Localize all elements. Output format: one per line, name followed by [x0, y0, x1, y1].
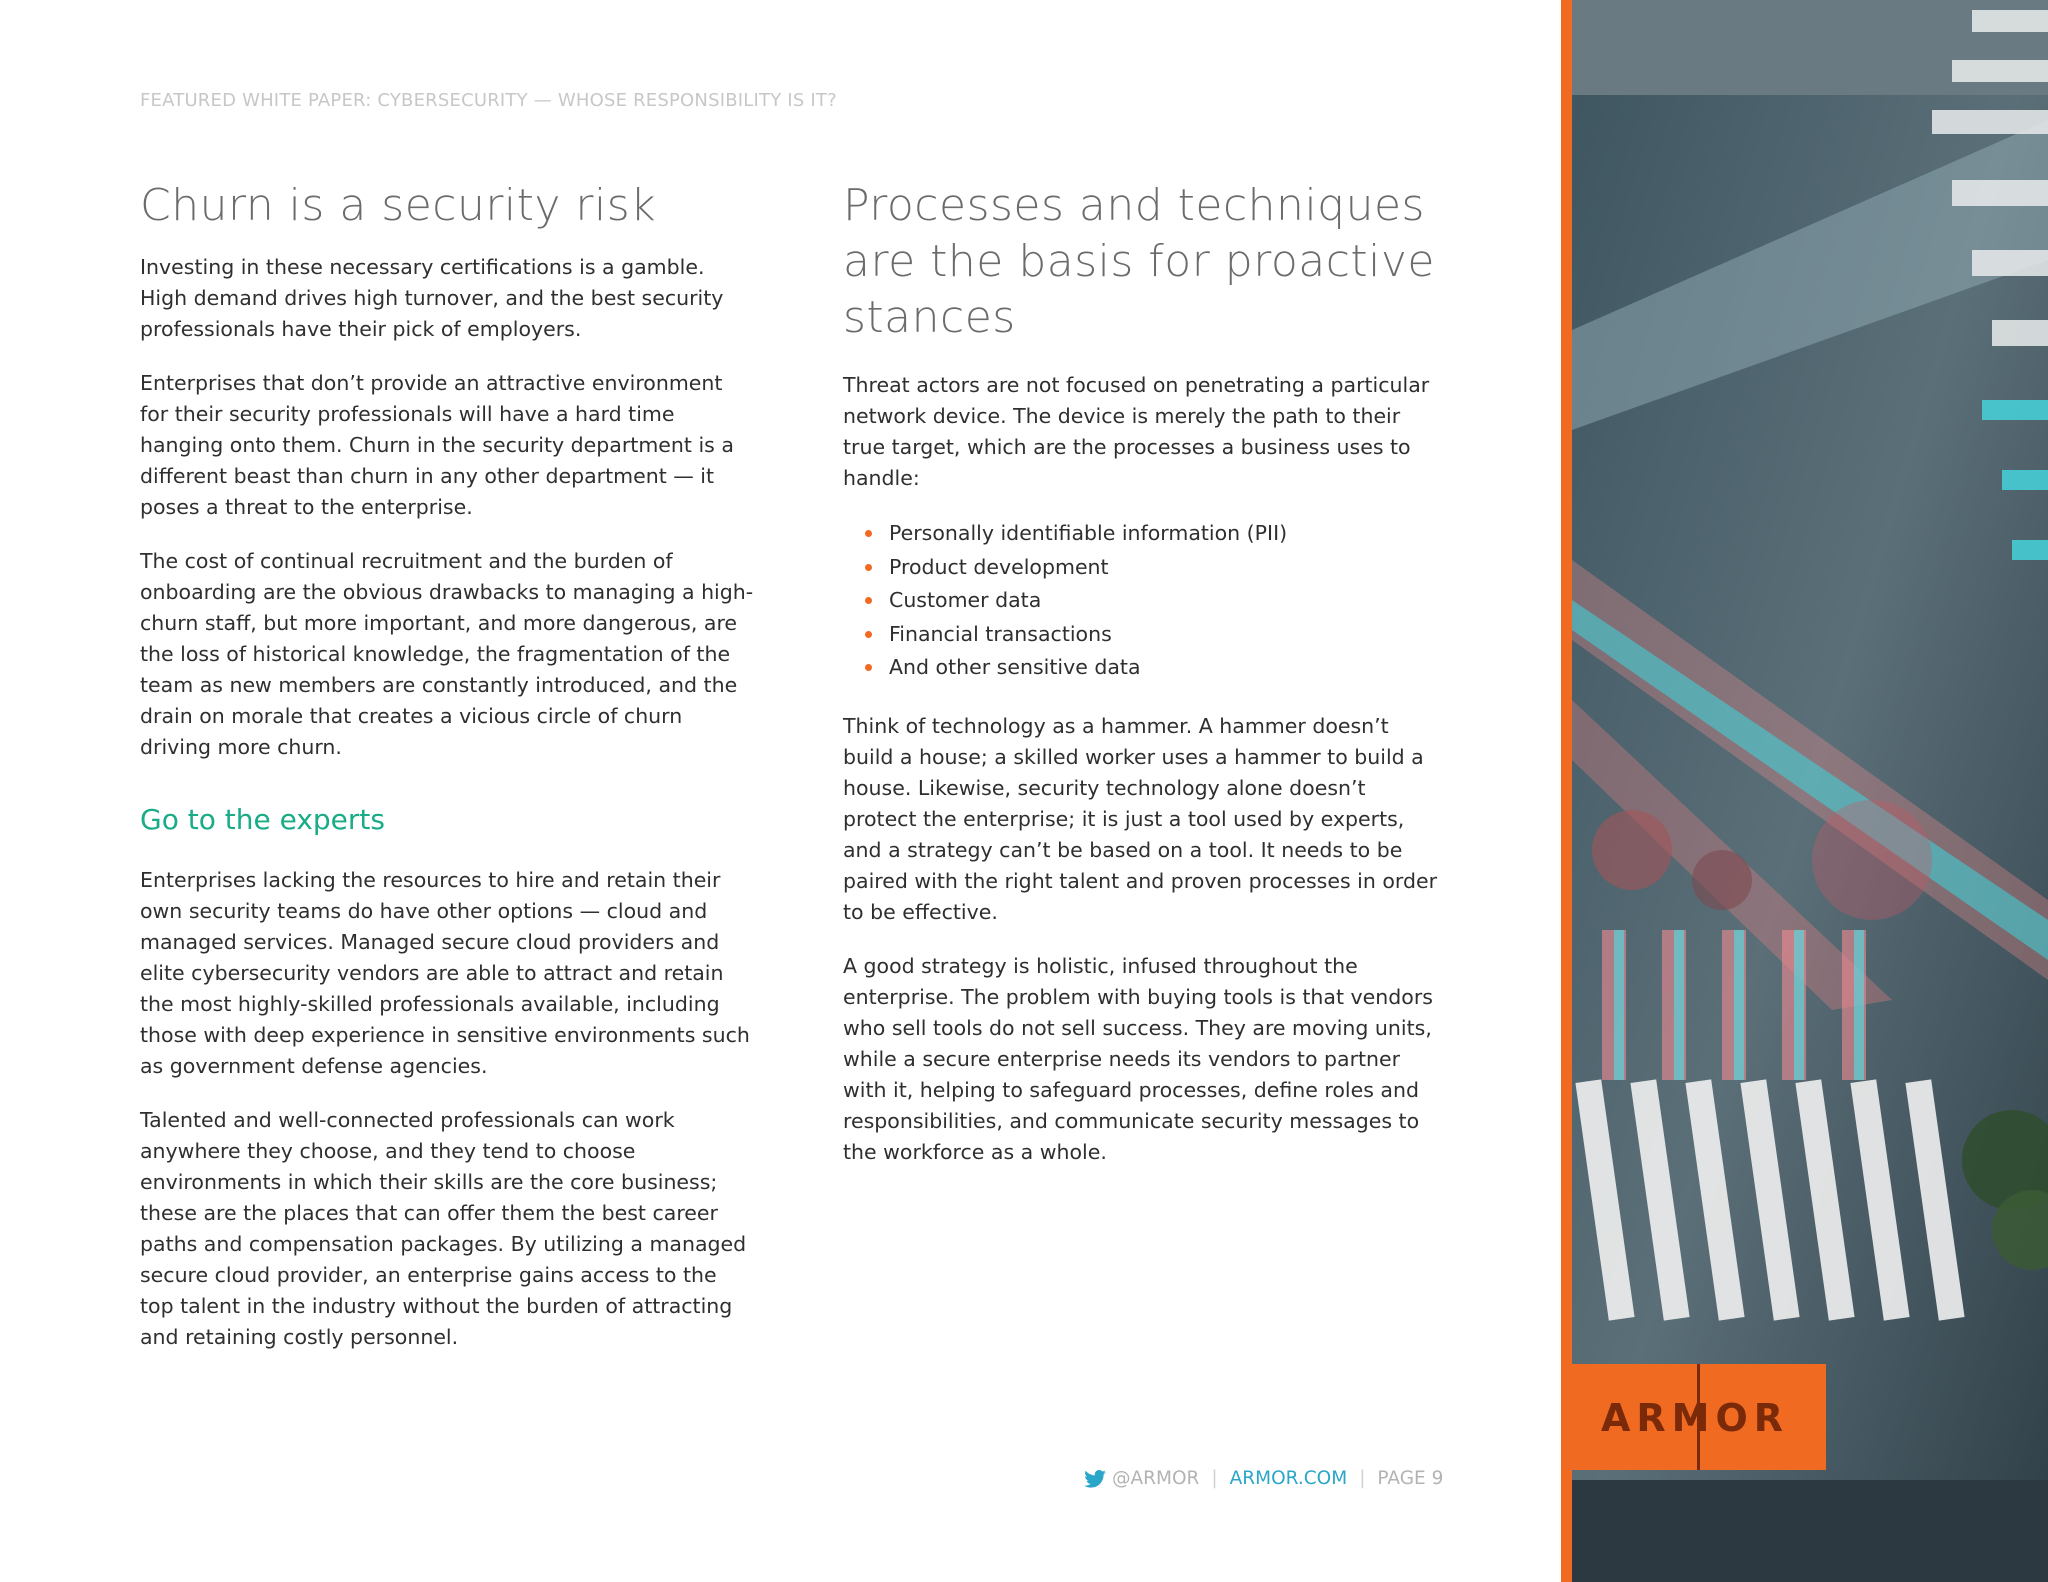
bullet-dot-icon	[865, 664, 872, 671]
bullet-dot-icon	[865, 631, 872, 638]
twitter-bird-icon	[1084, 1470, 1106, 1488]
orange-accent-bar	[1561, 0, 1572, 1582]
list-item	[865, 517, 1443, 551]
website-link[interactable]: ARMOR.COM	[1229, 1468, 1348, 1489]
list-item-text: And other sensitive data	[889, 655, 1141, 679]
list-item	[865, 551, 1443, 585]
bullet-dot-icon	[865, 597, 872, 604]
cover-photo-panel	[1561, 0, 2048, 1582]
right-column	[843, 178, 1443, 1191]
list-item-text: Personally identifiable information (PII)	[889, 521, 1288, 545]
paragraph: A good strategy is holistic, infused throughout the enterprise. The problem with buying tools is that vendors who sell tools do not sell success. They are moving units, while a secure enterprise needs its vendors to partner with it, helping to safeguard processes, define roles and responsibilities, and communicate security messages to the workforce as a whole.	[843, 953, 1433, 1164]
list-item-text: Financial transactions	[889, 621, 1112, 646]
logo-wordmark: ARMOR	[1601, 1396, 1790, 1440]
list-item-text: Product development	[889, 554, 1109, 579]
left-column	[140, 178, 755, 1376]
footer-separator: |	[1211, 1468, 1218, 1489]
twitter-handle[interactable]: @ARMOR	[1112, 1468, 1200, 1489]
footer-separator: |	[1359, 1468, 1366, 1489]
paragraph: Talented and well-connected professionals can work anywhere they choose, and they tend to choose environments in which their skills are the core business; these are the places that can offer them the best career paths and compensation packages. By utilizing a managed secure cloud provider, an enterprise gains access to the top talent in the industry without the burden of attracting and retaining costly personnel.	[140, 1108, 747, 1349]
list-item-text: Customer data	[889, 588, 1042, 612]
armor-logo	[1571, 1364, 1826, 1470]
paragraph: Investing in these necessary certifications is a gamble. High demand drives high turnover, and the best security professionals have their pick of employers.	[140, 255, 724, 341]
section-heading-churn: Churn is a security risk	[140, 180, 657, 231]
list-item	[865, 651, 1443, 685]
list-item	[865, 584, 1443, 618]
bullet-dot-icon	[865, 564, 872, 571]
paragraph: Enterprises lacking the resources to hire and retain their own security teams do have other options — cloud and managed services. Managed secure cloud providers and elite cybersecurity vendors are able to attract and retain the most highly-skilled professionals available, including those with deep experience in sensitive environments such as government defense agencies.	[140, 868, 750, 1078]
list-item	[865, 618, 1443, 652]
paragraph: Enterprises that don’t provide an attractive environment for their security professionals will have a hard time hanging onto them. Churn in the security department is a different beast than churn in any other department — it poses a threat to the enterprise.	[140, 371, 734, 519]
crosswalk-photo	[1572, 0, 2048, 1582]
subheading-experts: Go to the experts	[140, 803, 385, 836]
running-header: FEATURED WHITE PAPER: CYBERSECURITY — WHOSE RESPONSIBILITY IS IT?	[140, 90, 837, 111]
paragraph: Think of technology as a hammer. A hammer doesn’t build a house; a skilled worker uses a hammer to build a house. Likewise, security technology alone doesn’t protect the enterprise; it is just a tool used by experts, and a strategy can’t be based on a tool. It needs to be paired with the right talent and proven processes in order to be effective.	[843, 713, 1438, 924]
page-footer	[1084, 1468, 1443, 1489]
page-number: PAGE 9	[1377, 1468, 1444, 1489]
section-heading-processes: Processes and techniques are the basis for proactive stances	[843, 180, 1435, 343]
paragraph: Threat actors are not focused on penetrating a particular network device. The device is merely the path to their true target, which are the processes a business uses to handle:	[843, 373, 1430, 490]
paragraph: The cost of continual recruitment and the burden of onboarding are the obvious drawbacks to managing a high-churn staff, but more important, and more dangerous, are the loss of historical knowledge, the fragmentation of the team as new members are constantly introduced, and the drain on morale that creates a vicious circle of churn driving more churn.	[140, 549, 754, 759]
bullet-list	[843, 517, 1443, 685]
bullet-dot-icon	[865, 530, 872, 537]
